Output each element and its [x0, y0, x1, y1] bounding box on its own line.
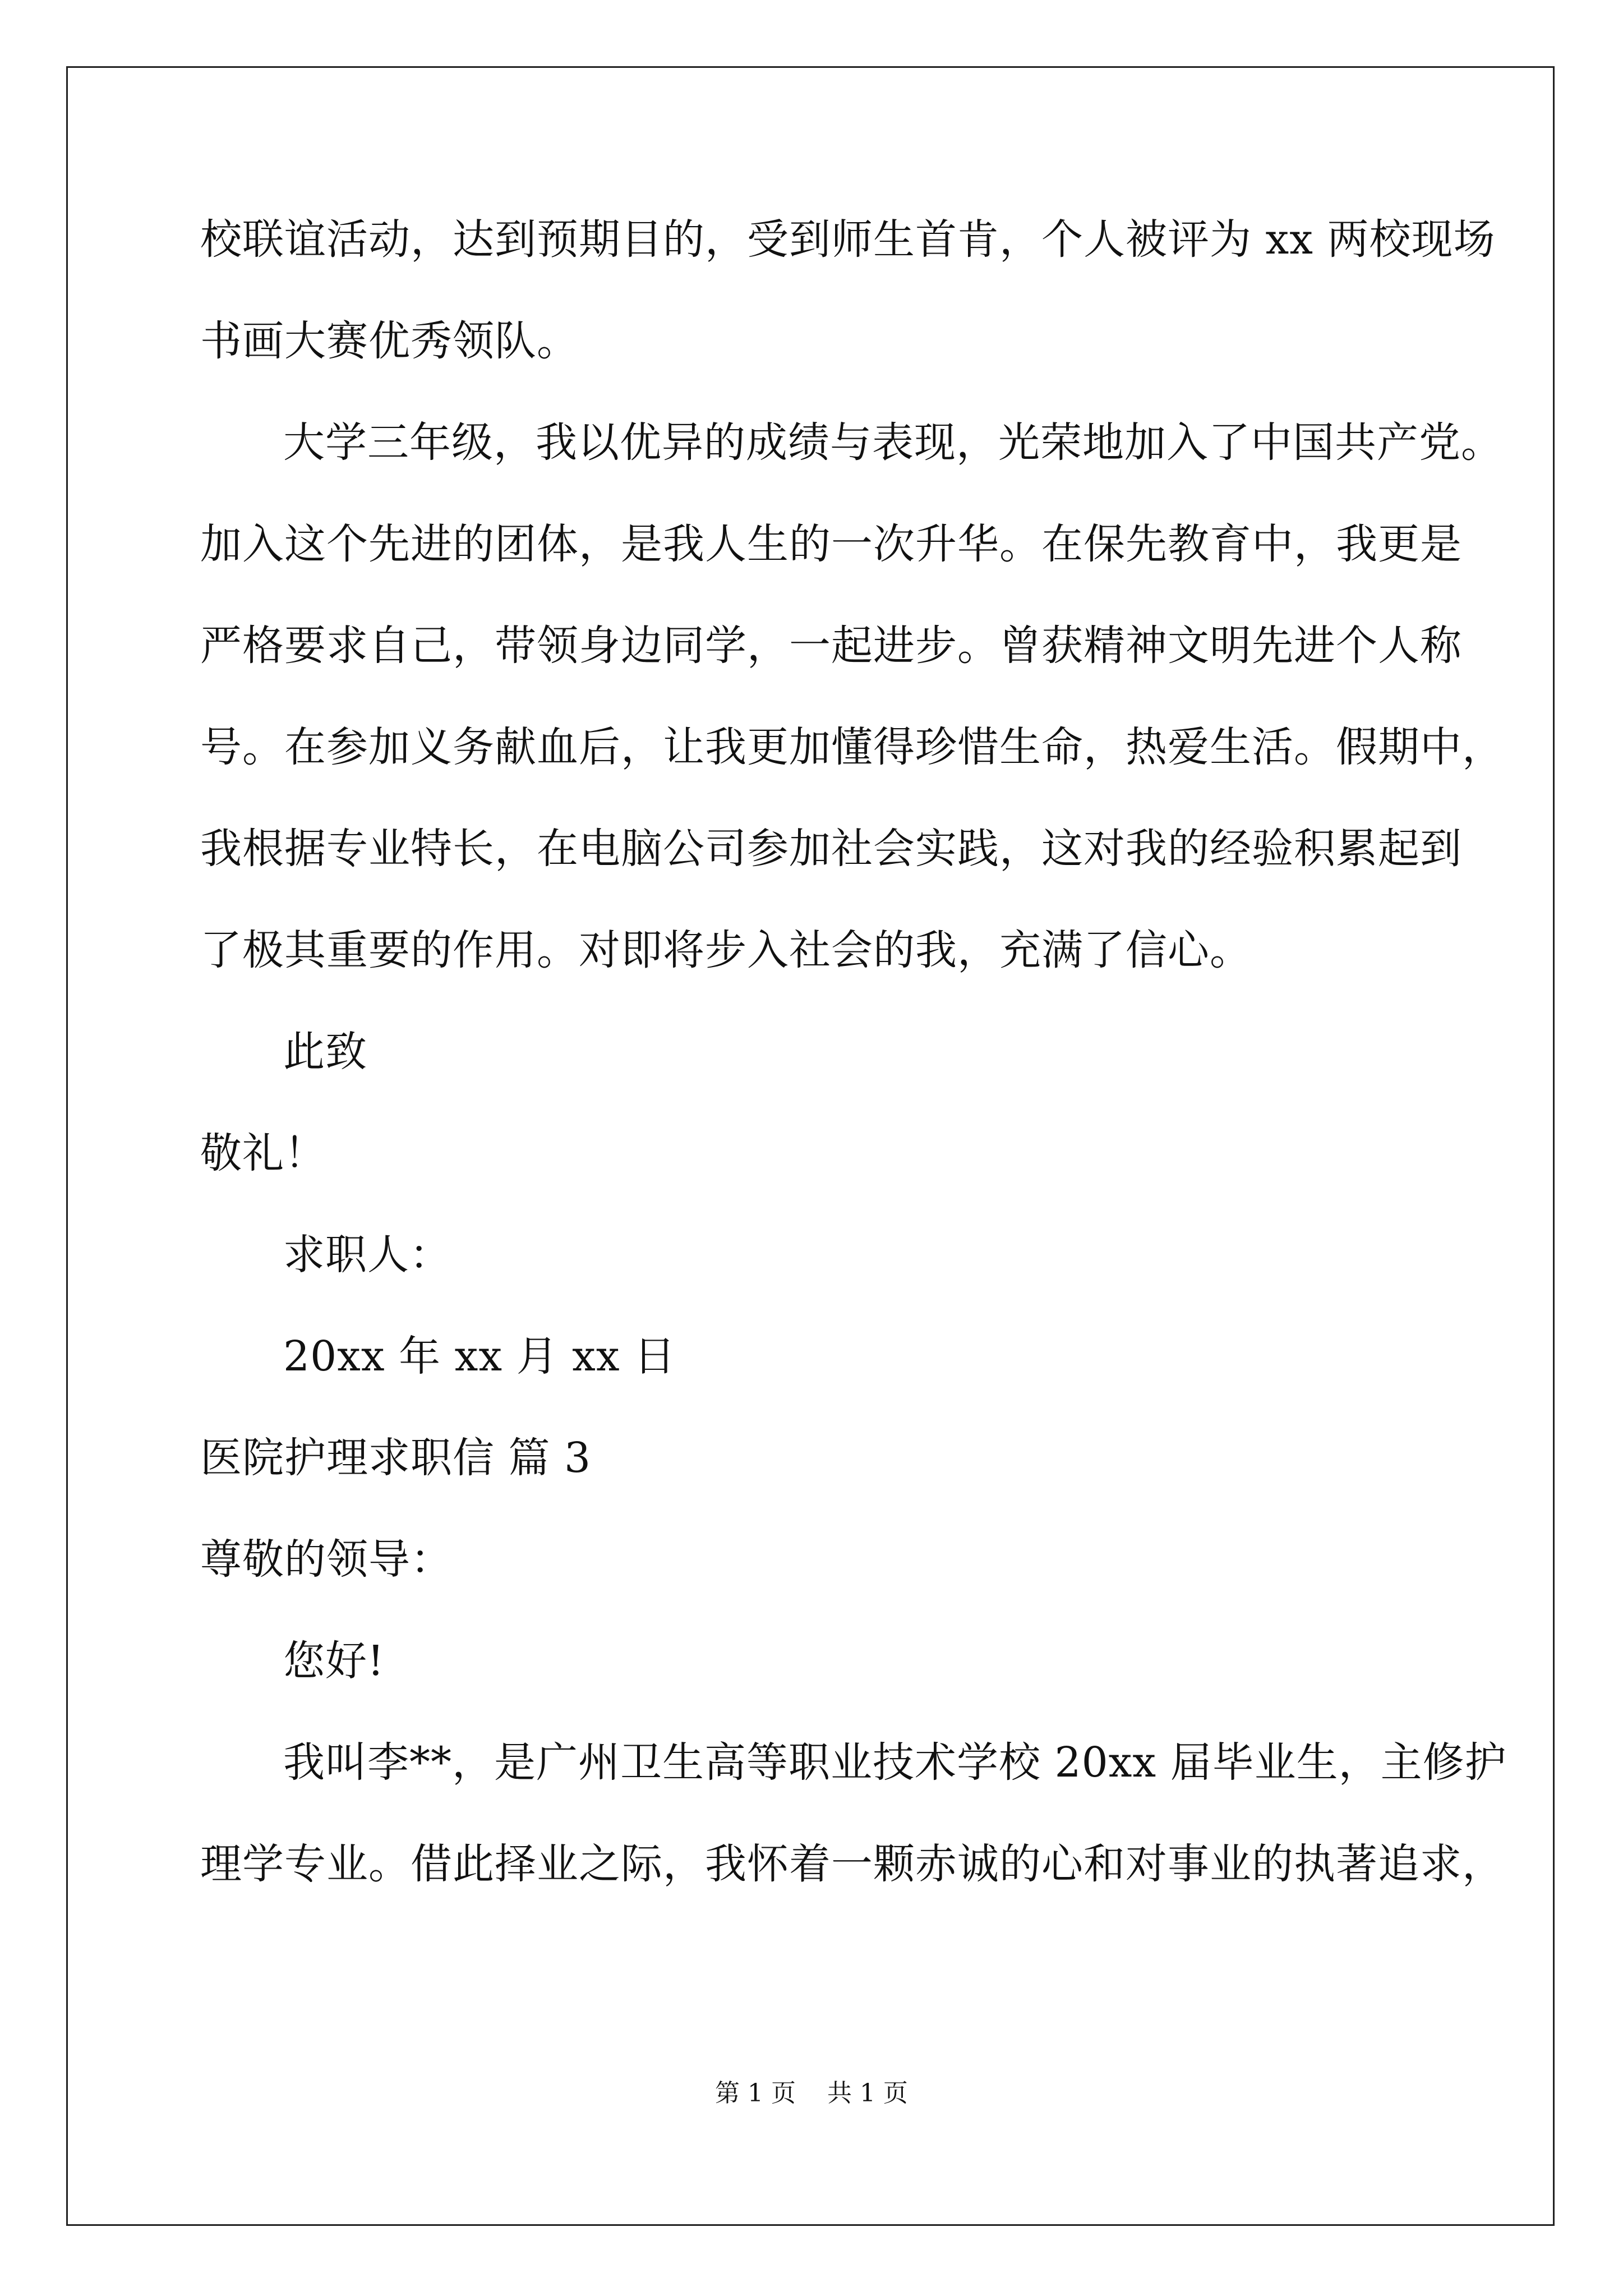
text-line: 严格要求自己，带领身边同学，一起进步。曾获精神文明先进个人称 [200, 622, 1462, 670]
paragraph-start: 我叫李**，是广州卫生高等职业技术学校 20xx 届毕业生，主修护 [283, 1738, 1507, 1787]
closing-respect: 敬礼！ [200, 1129, 326, 1177]
paragraph-start: 大学三年级，我以优异的成绩与表现，光荣地加入了中国共产党。 [283, 418, 1503, 467]
letter-date: 20xx 年 xx 月 xx 日 [283, 1332, 676, 1381]
text-line: 加入这个先进的团体，是我人生的一次升华。在保先教育中，我更是 [200, 520, 1462, 568]
text-line: 号。在参加义务献血后，让我更加懂得珍惜生命，热爱生活。假期中， [200, 723, 1504, 771]
page-footer: 第 1 页 共 1 页 [715, 2079, 908, 2108]
text-line: 了极其重要的作用。对即将步入社会的我，充满了信心。 [200, 926, 1252, 974]
text-line: 校联谊活动，达到预期目的，受到师生首肯，个人被评为 xx 两校现场 [200, 215, 1496, 264]
closing-salutation: 此致 [283, 1028, 367, 1076]
section-title: 医院护理求职信 篇 3 [200, 1434, 592, 1482]
greeting: 您好! [283, 1637, 385, 1685]
text-line: 理学专业。借此择业之际，我怀着一颗赤诚的心和对事业的执著追求， [200, 1840, 1504, 1888]
greeting-recipient: 尊敬的领导： [200, 1535, 453, 1584]
document-body [200, 215, 1507, 1945]
signature-label: 求职人： [283, 1231, 451, 1279]
text-line: 我根据专业特长，在电脑公司参加社会实践，这对我的经验积累起到 [200, 825, 1462, 873]
text-line: 书画大赛优秀领队。 [200, 317, 579, 365]
